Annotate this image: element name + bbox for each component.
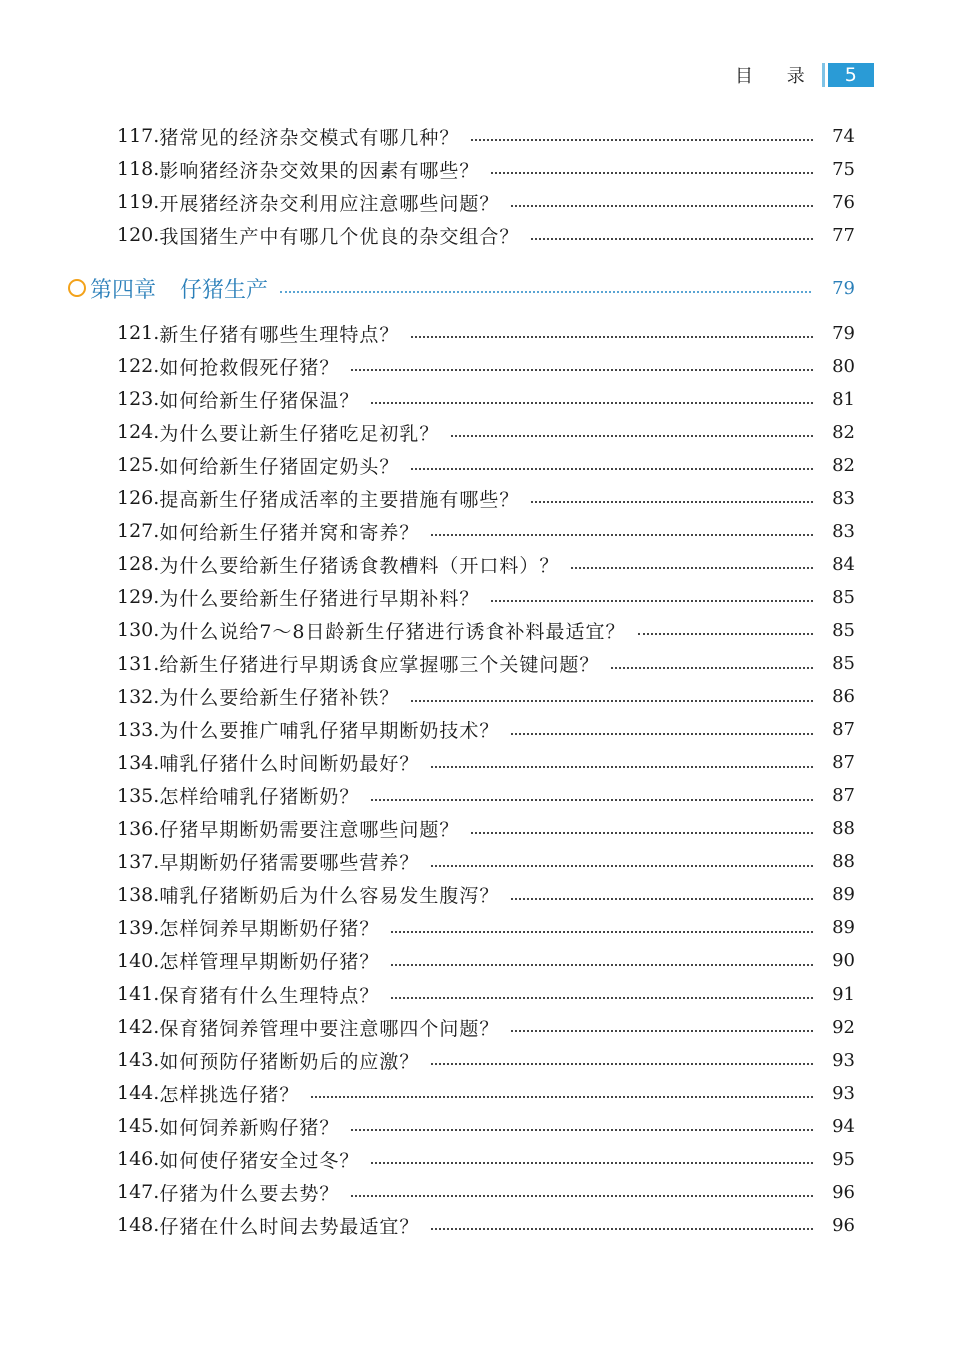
entry-title: 哺乳仔猪断奶后为什么容易发生腹泻？ (159, 885, 500, 908)
entry-page-number: 95 (832, 1148, 855, 1170)
entry-page-number: 76 (832, 191, 855, 213)
toc-entry[interactable] (117, 682, 855, 712)
toc-entry[interactable] (117, 715, 855, 745)
entry-page-number: 74 (832, 125, 855, 147)
entry-number: 141. (117, 983, 160, 1005)
entry-title: 为什么要给新生仔猪诱食教槽料（开口料）？ (159, 554, 560, 577)
toc-entry[interactable] (117, 384, 855, 414)
entry-page-number: 86 (832, 686, 855, 708)
dot-leader (571, 567, 813, 569)
page-number-badge: 5 (825, 63, 874, 87)
entry-title: 新生仔猪有哪些生理特点？ (159, 323, 400, 346)
entry-number: 139. (117, 916, 160, 939)
dot-leader (638, 633, 814, 635)
dot-leader (511, 898, 813, 900)
entry-page-number: 96 (832, 1181, 855, 1203)
page-header (735, 62, 874, 88)
entry-page-number: 87 (832, 719, 855, 741)
toc-entry[interactable] (117, 318, 855, 348)
entry-number: 124. (117, 421, 160, 444)
toc-entry[interactable] (117, 582, 855, 612)
dot-leader (391, 997, 813, 999)
dot-leader (531, 238, 813, 240)
dot-leader (611, 667, 813, 669)
entry-number: 137. (117, 850, 160, 873)
toc-entry[interactable] (117, 351, 855, 381)
entry-number: 148. (117, 1214, 160, 1237)
dot-leader (411, 336, 813, 338)
dot-leader (511, 1030, 813, 1032)
entry-title: 如何饲养新购仔猪？ (159, 1116, 340, 1139)
toc-entry[interactable] (117, 946, 855, 976)
entry-page-number: 77 (832, 224, 855, 246)
toc-entry[interactable] (117, 1111, 855, 1141)
entry-number: 136. (117, 817, 160, 840)
entry-title: 保育猪饲养管理中要注意哪四个问题？ (159, 1017, 500, 1040)
entry-title: 为什么说给7～8日龄新生仔猪进行诱食补料最适宜？ (159, 620, 626, 643)
dot-leader (511, 205, 813, 207)
toc-entry[interactable] (117, 748, 855, 778)
entry-page-number: 93 (832, 1049, 855, 1071)
entry-number: 147. (117, 1181, 160, 1204)
entry-number: 135. (117, 784, 160, 807)
toc-entry[interactable] (117, 880, 855, 910)
entry-title: 猪常见的经济杂交模式有哪几种？ (159, 126, 460, 149)
entry-title: 提高新生仔猪成活率的主要措施有哪些？ (159, 488, 520, 511)
entry-title: 为什么要给新生仔猪进行早期补料？ (159, 587, 480, 610)
entry-number: 127. (117, 520, 160, 543)
entry-title: 怎样挑选仔猪？ (159, 1083, 300, 1106)
dot-leader (431, 766, 813, 768)
toc-entry[interactable] (117, 450, 855, 480)
entry-title: 如何给新生仔猪并窝和寄养？ (159, 521, 420, 544)
entry-title: 怎样饲养早期断奶仔猪？ (159, 918, 380, 941)
entry-number: 129. (117, 586, 160, 609)
dot-leader (431, 534, 813, 536)
dot-leader (371, 402, 813, 404)
dot-leader (511, 733, 813, 735)
entry-page-number: 82 (832, 454, 855, 476)
entry-title: 如何抢救假死仔猪？ (159, 356, 340, 379)
toc-entry[interactable] (117, 1078, 855, 1108)
entry-number: 131. (117, 652, 160, 675)
entry-number: 122. (117, 355, 160, 378)
entry-title: 为什么要让新生仔猪吃足初乳？ (159, 422, 440, 445)
entry-page-number: 91 (832, 983, 855, 1005)
entry-page-number: 89 (832, 917, 855, 939)
chapter-title: 仔猪生产 (180, 277, 269, 303)
toc-entry[interactable] (117, 913, 855, 943)
toc-entry[interactable] (117, 187, 855, 217)
dot-leader (531, 501, 813, 503)
entry-page-number: 92 (832, 1016, 855, 1038)
entry-page-number: 82 (832, 421, 855, 443)
entry-page-number: 87 (832, 785, 855, 807)
entry-title: 开展猪经济杂交利用应注意哪些问题？ (159, 192, 500, 215)
entry-number: 140. (117, 949, 160, 972)
toc-entry[interactable] (117, 483, 855, 513)
entry-number: 144. (117, 1082, 160, 1105)
entry-page-number: 85 (832, 619, 855, 641)
chapter-page-number: 79 (832, 277, 855, 299)
header-title: 目 录 (735, 66, 819, 87)
toc-entry[interactable] (117, 1210, 855, 1240)
entry-title: 仔猪在什么时间去势最适宜？ (159, 1215, 420, 1238)
entry-page-number: 89 (832, 884, 855, 906)
dot-leader (351, 1195, 813, 1197)
toc-entry[interactable] (117, 1012, 855, 1042)
entry-title: 如何给新生仔猪固定奶头？ (159, 455, 400, 478)
toc-entry[interactable] (117, 154, 855, 184)
entry-title: 如何预防仔猪断奶后的应激？ (159, 1050, 420, 1073)
entry-page-number: 81 (832, 388, 855, 410)
toc-entry[interactable] (117, 847, 855, 877)
entry-number: 134. (117, 751, 160, 774)
entry-title: 保育猪有什么生理特点？ (159, 984, 380, 1007)
toc-entry[interactable] (117, 516, 855, 546)
entry-title: 我国猪生产中有哪几个优良的杂交组合？ (159, 225, 520, 248)
entry-page-number: 88 (832, 818, 855, 840)
toc-entry[interactable] (117, 1177, 855, 1207)
entry-number: 120. (117, 224, 160, 246)
entry-page-number: 96 (832, 1214, 855, 1236)
dot-leader (471, 139, 813, 141)
entry-page-number: 93 (832, 1082, 855, 1104)
toc-entry[interactable] (117, 220, 855, 250)
entry-page-number: 90 (832, 950, 855, 972)
entry-number: 130. (117, 619, 160, 642)
entry-number: 146. (117, 1148, 160, 1171)
entry-page-number: 88 (832, 851, 855, 873)
dot-leader (351, 369, 813, 371)
chapter-label: 第四章 (90, 277, 157, 303)
entry-number: 121. (117, 322, 160, 344)
entry-title: 如何给新生仔猪保温？ (159, 389, 360, 412)
entry-number: 126. (117, 487, 160, 510)
entry-page-number: 79 (832, 322, 855, 344)
dot-leader (391, 931, 813, 933)
toc-entry[interactable] (117, 649, 855, 679)
entry-page-number: 85 (832, 653, 855, 674)
toc-entry[interactable] (117, 979, 855, 1009)
dot-leader (351, 1129, 813, 1131)
entry-page-number: 94 (832, 1115, 855, 1137)
entry-page-number: 85 (832, 586, 855, 608)
entry-number: 125. (117, 454, 160, 477)
entry-number: 138. (117, 883, 160, 906)
entry-page-number: 80 (832, 355, 855, 377)
dot-leader (451, 435, 813, 437)
dot-leader (280, 291, 811, 293)
circle-marker-icon (68, 279, 86, 297)
entry-title: 为什么要推广哺乳仔猪早期断奶技术？ (159, 720, 500, 743)
dot-leader (371, 1162, 813, 1164)
toc-entry[interactable] (117, 1045, 855, 1075)
entry-title: 怎样管理早期断奶仔猪？ (159, 951, 380, 974)
dot-leader (411, 700, 813, 702)
entry-number: 143. (117, 1049, 160, 1072)
entry-title: 怎样给哺乳仔猪断奶？ (159, 786, 360, 809)
entry-title: 仔猪为什么要去势？ (159, 1182, 340, 1205)
chapter-heading[interactable] (68, 272, 855, 304)
entry-title: 给新生仔猪进行早期诱食应掌握哪三个关键问题？ (159, 654, 600, 676)
entry-number: 145. (117, 1115, 160, 1138)
entry-number: 128. (117, 553, 160, 576)
toc-entry[interactable] (117, 615, 855, 645)
dot-leader (491, 172, 813, 174)
dot-leader (431, 1063, 813, 1065)
dot-leader (471, 832, 813, 834)
entry-number: 117. (117, 125, 160, 147)
entry-page-number: 83 (832, 520, 855, 542)
entry-title: 为什么要给新生仔猪补铁？ (159, 687, 400, 710)
toc-entry[interactable] (117, 814, 855, 844)
entry-number: 123. (117, 388, 160, 411)
toc-entry[interactable] (117, 121, 855, 151)
entry-title: 影响猪经济杂交效果的因素有哪些？ (159, 159, 480, 182)
dot-leader (431, 865, 813, 867)
entry-page-number: 75 (832, 158, 855, 180)
dot-leader (431, 1228, 813, 1230)
entry-title: 仔猪早期断奶需要注意哪些问题？ (159, 819, 460, 842)
entry-page-number: 84 (832, 553, 855, 575)
entry-title: 哺乳仔猪什么时间断奶最好？ (159, 753, 420, 776)
entry-page-number: 87 (832, 752, 855, 774)
entry-title: 如何使仔猪安全过冬？ (159, 1149, 360, 1172)
toc-entry[interactable] (117, 1144, 855, 1174)
entry-number: 142. (117, 1016, 160, 1039)
dot-leader (411, 468, 813, 470)
dot-leader (491, 600, 813, 602)
entry-number: 132. (117, 685, 160, 708)
entry-number: 133. (117, 718, 160, 741)
entry-number: 118. (117, 158, 160, 180)
toc-entry[interactable] (117, 781, 855, 811)
toc-entry[interactable] (117, 417, 855, 447)
entry-page-number: 83 (832, 487, 855, 509)
dot-leader (371, 799, 813, 801)
entry-title: 早期断奶仔猪需要哪些营养？ (159, 852, 420, 875)
entry-number: 119. (117, 191, 160, 213)
dot-leader (311, 1096, 813, 1098)
toc-entry[interactable] (117, 549, 855, 579)
dot-leader (391, 964, 813, 966)
